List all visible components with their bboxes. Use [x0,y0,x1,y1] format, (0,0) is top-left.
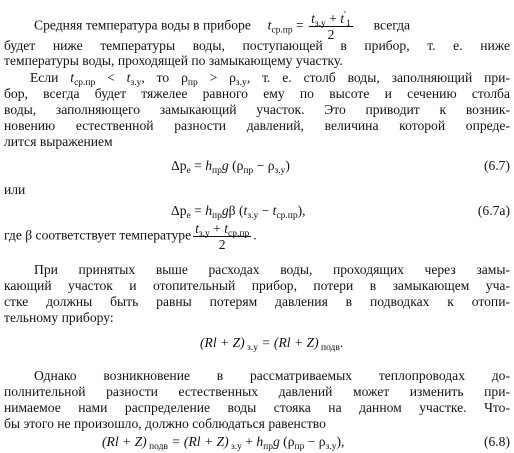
text: всегда [373,17,411,33]
text: Средняя температура воды в приборе [34,17,251,33]
p1-line-3: температуры воды, проходящей по замыкающему участку. [4,53,343,68]
equals: = [292,17,308,33]
subscript: ср.пр [271,25,293,36]
p2-line-4: новению естественной разности давлений, величина которой опреде- [4,118,510,133]
p3-line-4: тельному прибору: [4,310,114,325]
p2-line-1: Если $t_{ср.пр} < t_{з.у}$, то $\rho_{пр} > \rho_{з.у}$, т. е. столб воды, заполняющий при- [30,70,510,88]
p2-line-5: лится выражением [4,134,113,149]
equation-number: (6.7а) [477,203,510,218]
p1-line-1 [34,12,510,41]
p1-line-2: будет ниже температуры воды, поступающей в прибор, т. е. ниже [4,38,510,53]
equation-number: (6.7) [483,158,510,173]
p4-line-1: Однако возникновение в рассматриваемых теплопроводах до- [34,368,510,383]
document-page: Средняя температура воды в приборе $t_{ср.пр}$ = $\frac{t_{з.у} + t'_1}{2}$ всегда будет ниже температуры воды, поступающей в прибор, т. е. ниже температуры воды, проходящей по замыкающему участку. Если $t_{ср.пр} < t_{з.у}$, то $\rho_{пр} > \rho_{з.у}$, т. е. столб воды, заполняющий при- бор, всегда будет тяжелее равного ему по высоте и сечению столба воды, заполняющего замыкающий участок. Это приводит к возник- новению естественной разности давлений, величина которой опреде- лится выражением $\Delta p_е = h_{пр}g$ $(\rho_{пр} - \rho_{з.у})$ (6.7) или $\Delta p_е = h_{пр}g\beta$ $(t_{з.у} - t_{ср.пр})$, (6.7а) где β соответствует температуре $\frac{t_{з.у} + t_{ср.пр}}{2}$ . При принятых выше расходах воды, проходящих через замы- кающий участок и отопительный прибор, потери в замыкающем уча- стке должны быть равны потерям давления в подводках к отопи- тельному прибору: (Rl + Z) $_{з.у}$ = (Rl + Z) $_{подв}$. Однако возникновение в рассматриваемых теплопроводах до- полнительной разности естественных давлений может изменить при- нимаемое нами распределение воды стояка на данном участке. Что- бы этого не произошло, должно соблюдаться равенство (Rl + Z) $_{подв}$ = (Rl + Z) $_{з.у} + h_{пр}g$ $(\rho_{пр} - \rho_{з.у})$, (6.8) [4,10,510,452]
p3-line-1: При принятых выше расходах воды, проходящих через замы- [34,262,510,277]
p3-line-3: стке должны быть равны потерям давления в подводках к отопи- [4,294,510,309]
p2-line-3: воды, заполняющего замыкающий участок. Это приводит к возник- [4,102,510,117]
p4-line-4: бы этого не произошло, должно соблюдаться равенство [4,416,326,431]
p4-line-2: полнительной разности естественных давлений может изменить при- [4,384,510,399]
p3-line-2: кающий участок и отопительный прибор, потери в замыкающем уча- [4,278,510,293]
equation-number: (6.8) [483,434,510,449]
var-t: t [267,17,272,33]
fraction-tzu-t1: $\frac{t_{з.у} + t'_1}{2}$ [311,10,351,42]
p2-line-2: бор, всегда будет тяжелее равного ему по высоте и сечению столба [4,86,510,101]
or-word: или [4,182,26,197]
beta-line: где β соответствует температуре $\frac{t_{з.у} + t_{ср.пр}}{2}$ . [4,221,257,252]
p4-line-3: нимаемое нами распределение воды стояка на данном участке. Что- [4,400,510,415]
fraction-tzu-tcp: $\frac{t_{з.у} + t_{ср.пр}}{2}$ [195,221,250,252]
